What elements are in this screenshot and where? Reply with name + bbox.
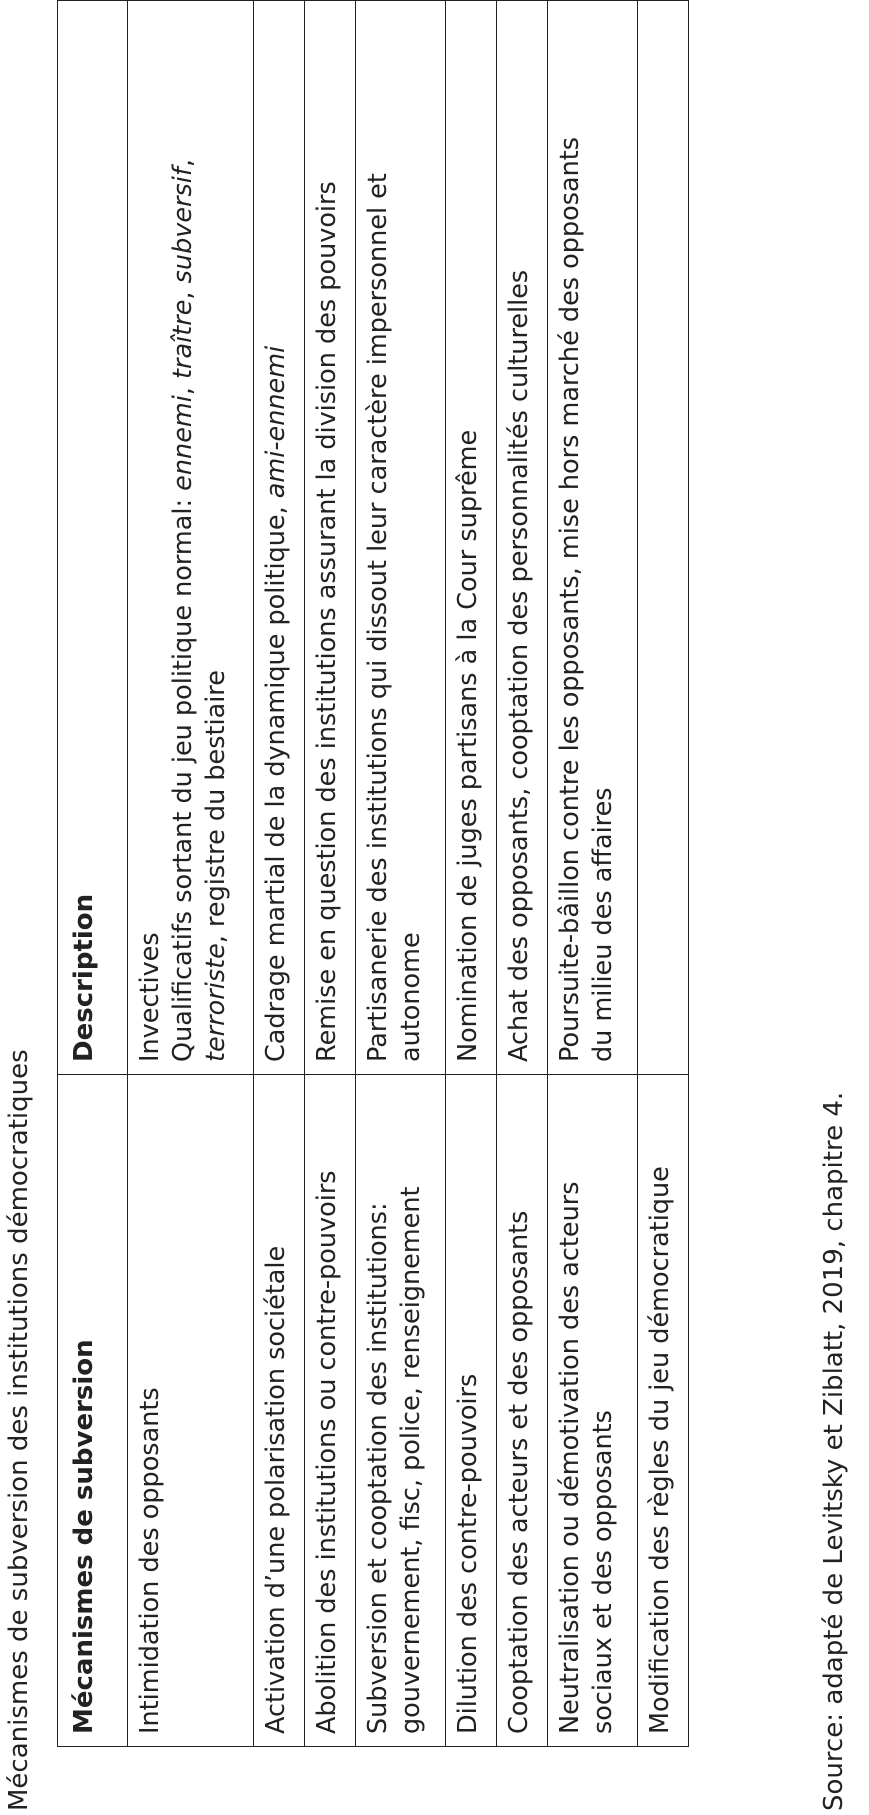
mechanism-cell — [305, 1075, 356, 1747]
mechanism-text: Dilution des contre-pouvoirs — [453, 1373, 483, 1734]
table-row — [254, 1, 305, 1747]
description-cell — [128, 1, 254, 1075]
table-row — [356, 1, 446, 1747]
description-cell — [254, 1, 305, 1075]
header-description: Description — [58, 1, 128, 1075]
description-cell — [446, 1, 497, 1075]
header-mechanisms: Mécanismes de subversion — [58, 1075, 128, 1747]
mechanism-cell — [356, 1075, 446, 1747]
table-row — [446, 1, 497, 1747]
description-text: Partisanerie des institutions qui dissout leur caractère impersonnel et — [363, 173, 393, 1062]
mechanism-cell — [548, 1075, 638, 1747]
emphasized-term: subversif — [168, 167, 198, 284]
description-text: Poursuite-bâillon contre les opposants, mise hors marché des opposants — [555, 136, 585, 1062]
emphasized-term: terroriste — [201, 943, 231, 1062]
mechanism-text: gouvernement, fisc, police, renseignement — [396, 1186, 426, 1734]
mechanism-text: Abolition des institutions ou contre-pouvoirs — [312, 1170, 342, 1734]
mechanism-text: Subversion et cooptation des institutions: — [363, 1202, 393, 1734]
description-cell — [305, 1, 356, 1075]
table-row — [497, 1, 548, 1747]
mechanism-text: Intimidation des opposants — [135, 1387, 165, 1734]
description-text: Cadrage martial de la dynamique politique, ami-ennemi — [261, 345, 291, 1062]
description-cell — [548, 1, 638, 1075]
emphasized-term: ennemi — [168, 395, 198, 491]
mechanism-cell — [638, 1075, 689, 1747]
table-row — [548, 1, 638, 1747]
description-text: Qualificatifs sortant du jeu politique normal: ennemi, traître, subversif, — [168, 159, 198, 1062]
description-cell — [638, 1, 689, 1075]
description-cell — [356, 1, 446, 1075]
mechanism-text: Modification des règles du jeu démocratique — [645, 1166, 675, 1734]
description-text: Achat des opposants, cooptation des personnalités culturelles — [504, 269, 534, 1062]
table-header-row — [58, 1, 128, 1747]
emphasized-term: traître — [168, 299, 198, 379]
mechanism-text: Cooptation des acteurs et des opposants — [504, 1210, 534, 1734]
subversion-mechanisms-table — [57, 0, 689, 1747]
mechanism-text: sociaux et des opposants — [588, 1410, 618, 1734]
description-text: Nomination de juges partisans à la Cour suprême — [453, 429, 483, 1062]
table-caption: Mécanismes de subversion des institutions démocratiques — [4, 1049, 34, 1811]
mechanism-cell — [446, 1075, 497, 1747]
description-text: terroriste, registre du bestiaire — [201, 670, 231, 1062]
emphasized-term: ami-ennemi — [261, 345, 291, 499]
mechanism-text: Activation d’une polarisation sociétale — [261, 1245, 291, 1734]
mechanism-cell — [128, 1075, 254, 1747]
description-text: du milieu des affaires — [588, 787, 618, 1062]
description-text: Remise en question des institutions assurant la division des pouvoirs — [312, 181, 342, 1062]
description-text: Invectives — [135, 932, 165, 1062]
description-text: autonome — [396, 932, 426, 1062]
mechanism-text: Neutralisation ou démotivation des acteurs — [555, 1181, 585, 1734]
table-row — [638, 1, 689, 1747]
mechanism-cell — [254, 1075, 305, 1747]
description-cell — [497, 1, 548, 1075]
mechanism-cell — [497, 1075, 548, 1747]
table-row — [128, 1, 254, 1747]
table-row — [305, 1, 356, 1747]
source-note: Source: adapté de Levitsky et Ziblatt, 2019, chapitre 4. — [819, 1091, 849, 1811]
